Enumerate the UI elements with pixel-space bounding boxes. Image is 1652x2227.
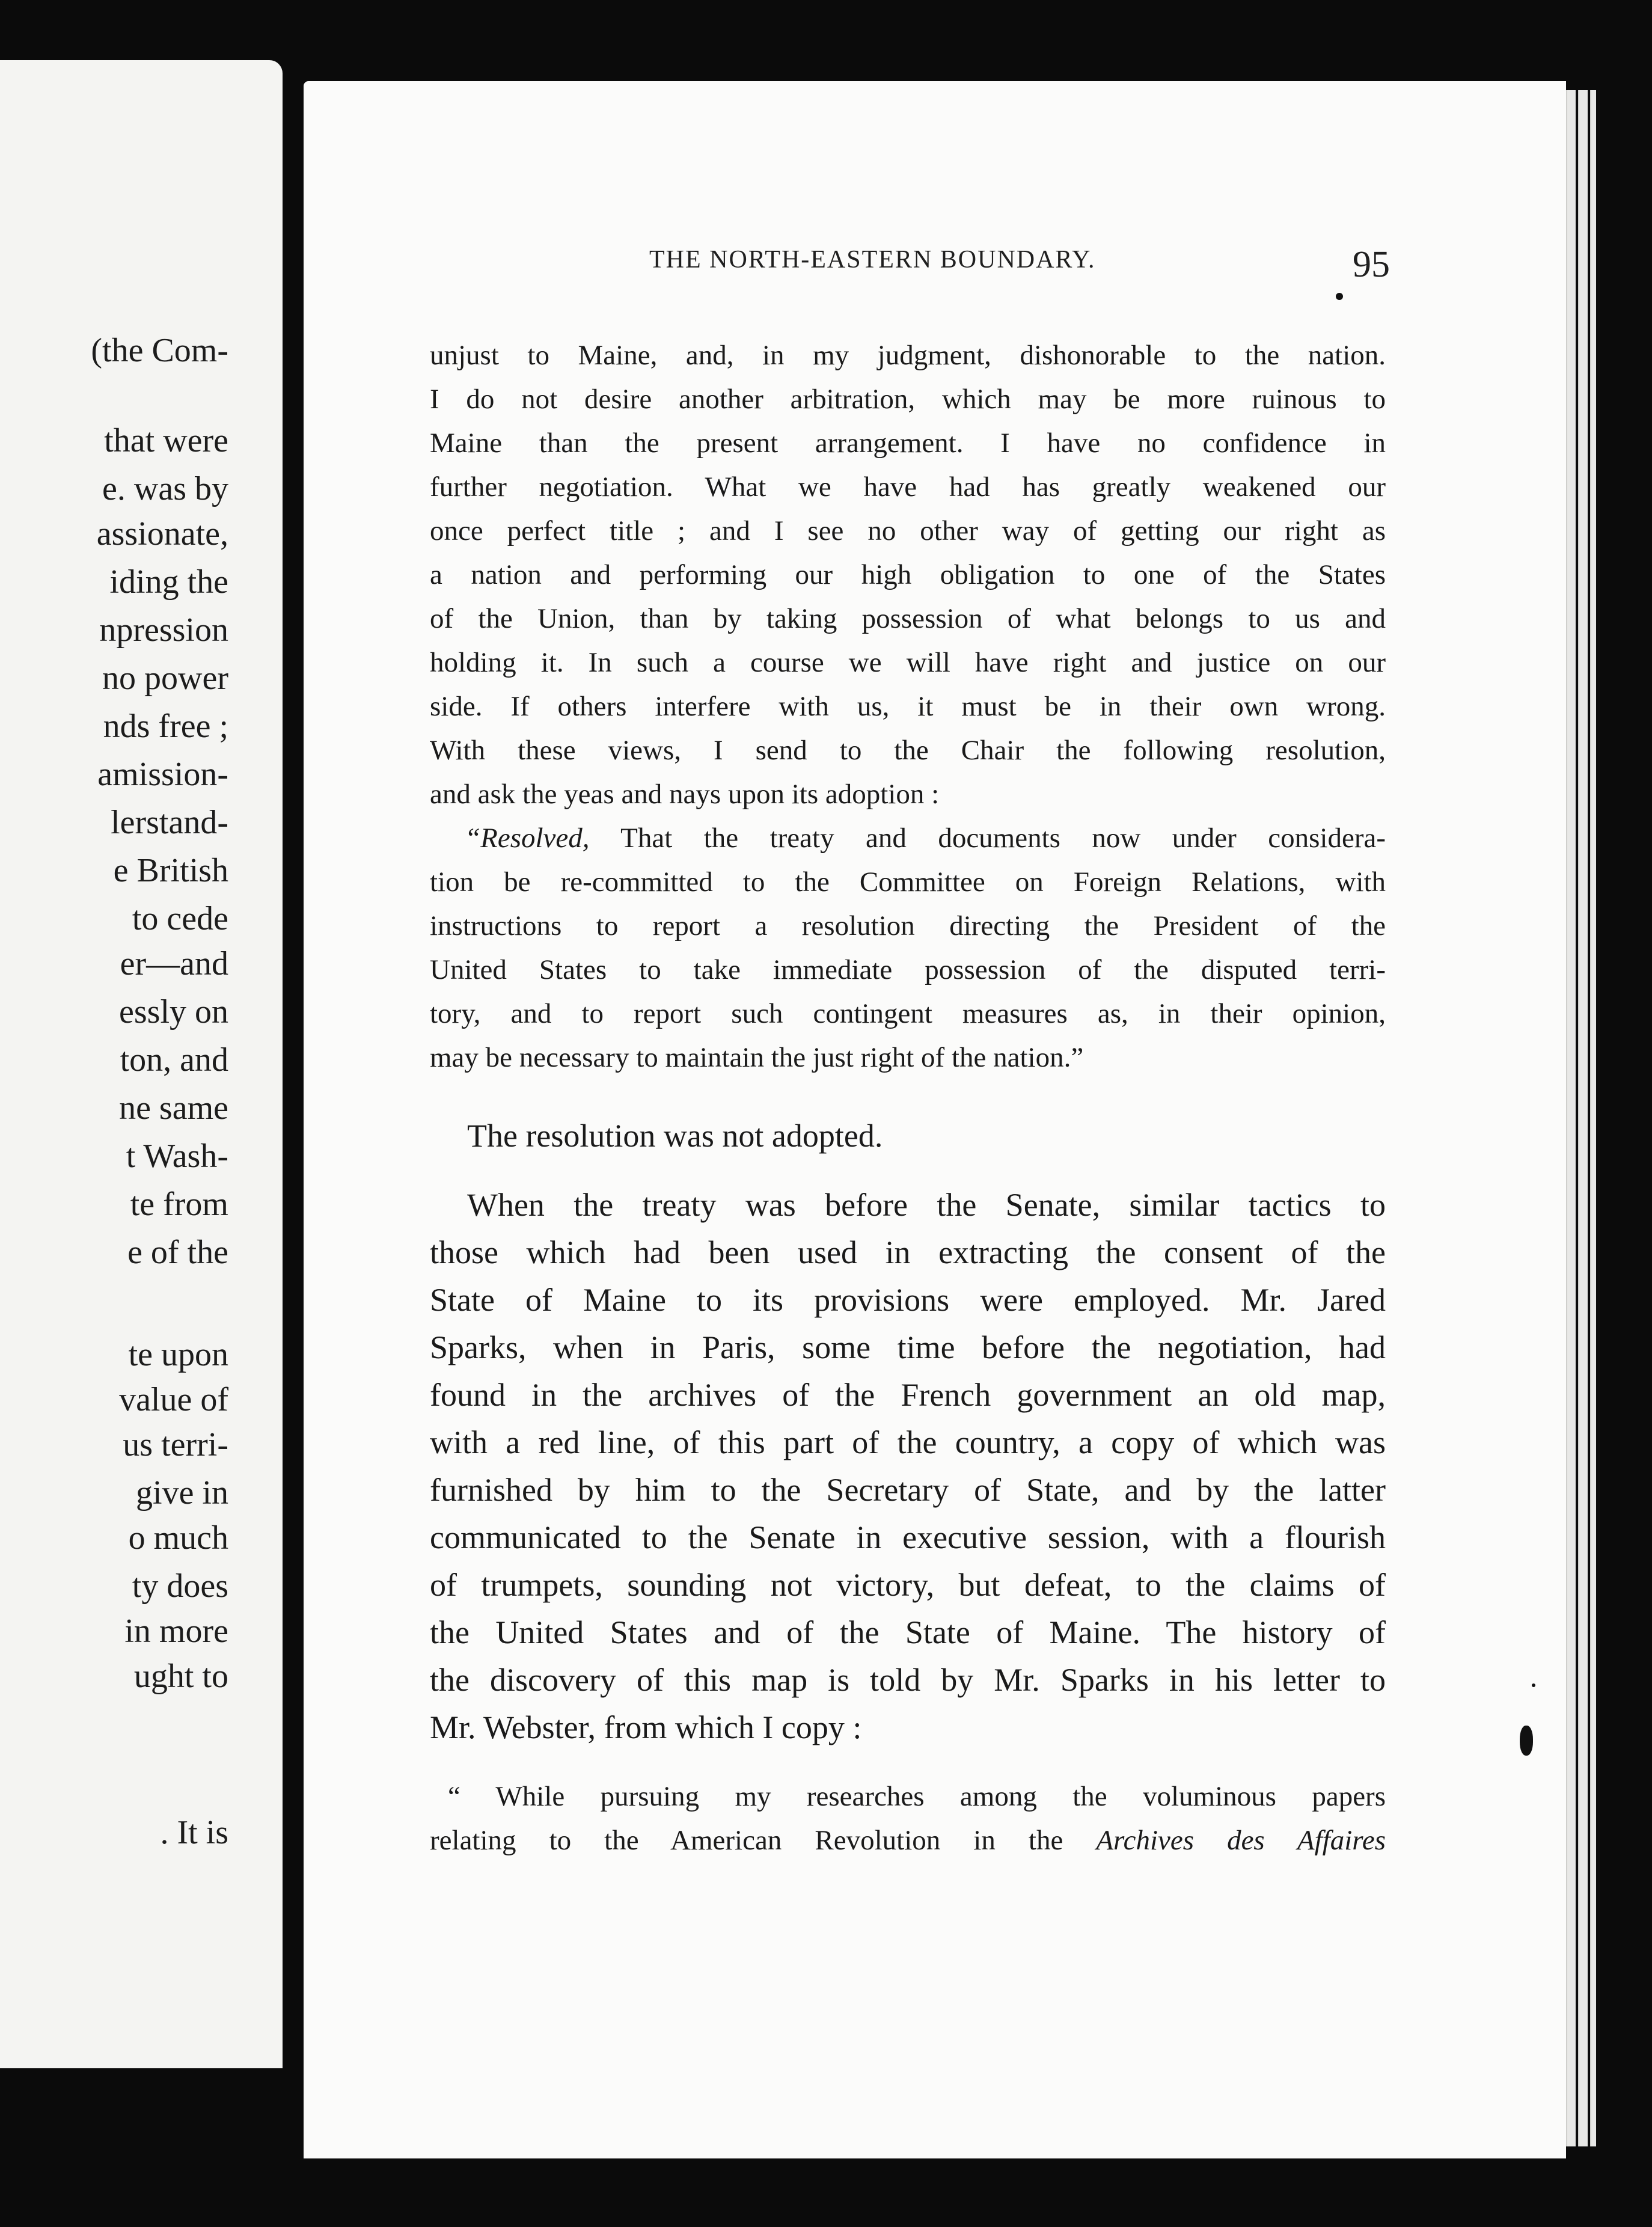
left-page-line: lerstand- xyxy=(111,804,228,841)
resolution-first-line xyxy=(430,816,1386,860)
print-speck xyxy=(1520,1726,1533,1756)
left-page-line: that were xyxy=(104,422,228,459)
text-line: “ While pursuing my researches among the voluminous papers xyxy=(448,1781,1386,1812)
left-page-line: ty does xyxy=(132,1567,228,1605)
resolved-word: “Resolved, xyxy=(465,822,590,854)
left-page-line: e of the xyxy=(127,1234,228,1271)
text-line: of trumpets, sounding not victory, but defeat, to the claims of xyxy=(430,1567,1386,1603)
text-line: tion be re-committed to the Committee on Foreign Relations, with xyxy=(430,866,1386,898)
text-line: Maine than the present arrangement. I have no confidence in xyxy=(430,427,1386,459)
left-page-line: e British xyxy=(113,852,228,889)
quoted-speech xyxy=(430,334,1386,1080)
quoted-letter xyxy=(430,1775,1386,1863)
left-page-line: give in xyxy=(136,1474,228,1512)
text-line: side. If others interfere with us, it must be in their own wrong. xyxy=(430,691,1386,722)
text-line: the discovery of this map is told by Mr. Sparks in his letter to xyxy=(430,1662,1386,1698)
left-page-line: e. was by xyxy=(102,470,228,507)
left-page-line: to cede xyxy=(132,900,228,937)
text-line: communicated to the Senate in executive session, with a flourish xyxy=(430,1519,1386,1555)
book-gutter xyxy=(283,60,307,2068)
left-page-line: no power xyxy=(102,660,228,697)
left-page-line: in more xyxy=(124,1613,228,1650)
text-line: When the treaty was before the Senate, similar tactics to xyxy=(467,1187,1386,1223)
left-page-line: iding the xyxy=(109,563,228,601)
text-line: Sparks, when in Paris, some time before the negotiation, had xyxy=(430,1329,1386,1365)
paragraph-treaty-senate xyxy=(430,1181,1386,1751)
letter-text: relating to the American Revolution in the xyxy=(430,1825,1097,1856)
paragraph-resolution-outcome xyxy=(430,1112,1386,1160)
left-page-line: us terri- xyxy=(123,1426,228,1463)
print-speck xyxy=(1532,1683,1535,1687)
text-line: State of Maine to its provisions were employed. Mr. Jared xyxy=(430,1282,1386,1318)
print-speck xyxy=(1336,293,1343,300)
left-page xyxy=(0,60,283,2068)
text-line: once perfect title ; and I see no other way of getting our right as xyxy=(430,515,1386,547)
left-page-line: amission- xyxy=(97,756,228,793)
text-line: unjust to Maine, and, in my judgment, dishonorable to the nation. xyxy=(430,340,1386,371)
text-line: instructions to report a resolution directing the President of the xyxy=(430,910,1386,942)
left-page-line: ton, and xyxy=(120,1041,228,1079)
text-line: further negotiation. What we have had has greatly weakened our xyxy=(430,471,1386,503)
left-page-line: er—and xyxy=(120,945,228,982)
text-line: of the Union, than by taking possession of what belongs to us and xyxy=(430,603,1386,634)
resolution-text: That the treaty and documents now under considera- xyxy=(589,822,1386,854)
left-page-line: nds free ; xyxy=(103,708,228,745)
text-line: found in the archives of the French government an old map, xyxy=(430,1377,1386,1413)
text-line: United States to take immediate possession of the disputed terri- xyxy=(430,954,1386,985)
text-line: those which had been used in extracting the consent of the xyxy=(430,1234,1386,1270)
text-line: tory, and to report such contingent measures as, in their opinion, xyxy=(430,998,1386,1029)
left-page-line: o much xyxy=(128,1519,228,1557)
text-line: a nation and performing our high obligation to one of the States xyxy=(430,559,1386,590)
running-title: THE NORTH-EASTERN BOUNDARY. xyxy=(649,246,1096,274)
left-page-line: t Wash- xyxy=(126,1138,228,1175)
text-line: may be necessary to maintain the just right of the nation.” xyxy=(430,1042,1084,1073)
page-edge xyxy=(1578,90,1588,2146)
page-edge xyxy=(1590,90,1596,2146)
left-page-line: essly on xyxy=(119,993,228,1031)
text-line: with a red line, of this part of the country, a copy of which was xyxy=(430,1424,1386,1460)
text-line: furnished by him to the Secretary of State, and by the latter xyxy=(430,1472,1386,1508)
left-page-line: assionate, xyxy=(96,515,228,553)
left-page-line: (the Com- xyxy=(91,332,228,369)
text-line: holding it. In such a course we will have right and justice on our xyxy=(430,647,1386,678)
text-line: I do not desire another arbitration, which may be more ruinous to xyxy=(430,384,1386,415)
archives-title: Archives des Affaires xyxy=(1096,1825,1386,1856)
text-line: Mr. Webster, from which I copy : xyxy=(430,1709,862,1745)
text-line: The resolution was not adopted. xyxy=(467,1118,883,1154)
left-page-line: te from xyxy=(130,1186,228,1223)
left-page-line: te upon xyxy=(128,1336,228,1373)
left-page-line: value of xyxy=(119,1381,228,1418)
left-page-line: npression xyxy=(99,611,228,649)
page-edge xyxy=(1566,90,1576,2146)
left-page-line: ne same xyxy=(119,1089,228,1127)
page-number: 95 xyxy=(1353,244,1390,285)
left-page-line: ught to xyxy=(133,1658,228,1695)
text-line: With these views, I send to the Chair the following resolution, xyxy=(430,735,1386,766)
left-page-line: . It is xyxy=(160,1814,228,1851)
text-line: and ask the yeas and nays upon its adoption : xyxy=(430,779,940,810)
text-line xyxy=(430,1819,1386,1863)
text-line: the United States and of the State of Maine. The history of xyxy=(430,1614,1386,1650)
